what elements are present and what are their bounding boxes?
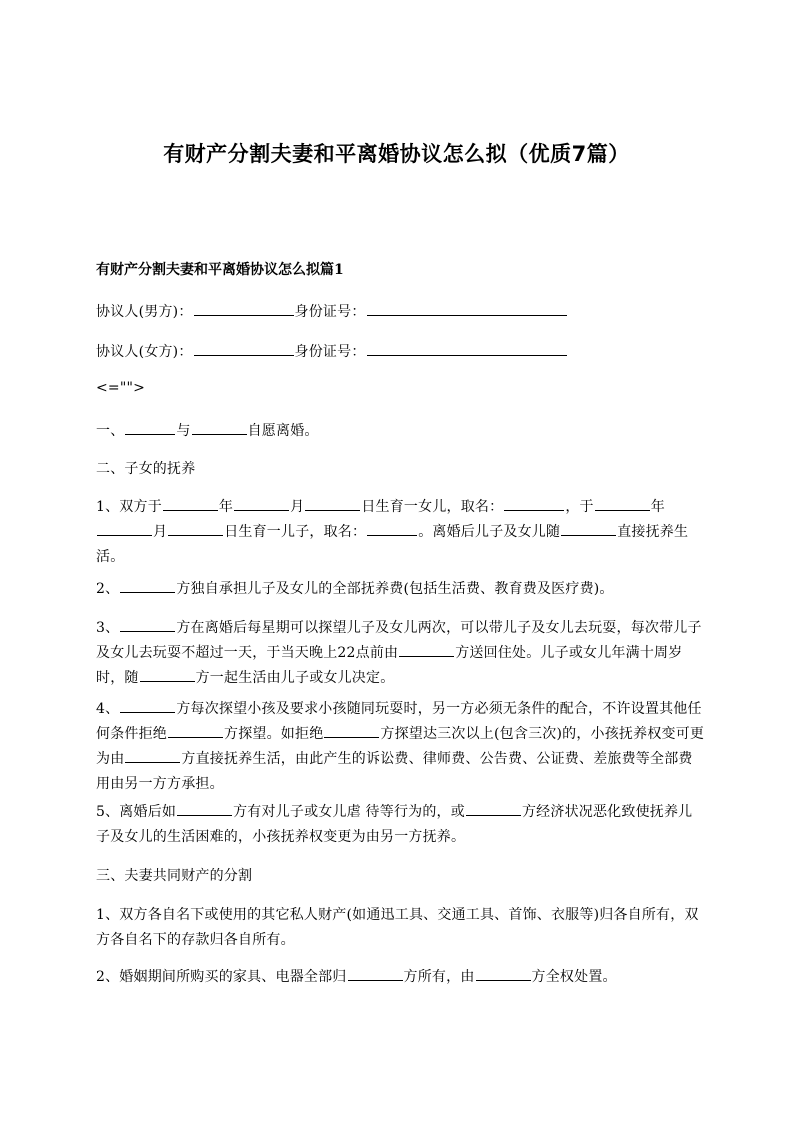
c4-b: 方每次探望小孩及要求小孩随同玩耍时，另一方必须无条件的配合，不许设置其他任何条件拒绝 <box>96 701 702 742</box>
child-clause-5 <box>96 800 706 850</box>
blank[interactable] <box>466 801 521 816</box>
party-male-line <box>96 300 706 325</box>
female-id-blank[interactable] <box>367 341 567 356</box>
blank[interactable] <box>168 723 223 738</box>
party-b-blank[interactable] <box>192 420 247 435</box>
blank[interactable] <box>97 521 152 536</box>
property-clause-1: 1、双方各自名下或使用的其它私人财产(如通迅工具、交通工具、首饰、衣服等)归各自所有，双方各自名下的存款归各自所有。 <box>96 907 699 948</box>
c4-e: 方直接抚养生活，由此产生的诉讼费、律师费、公告费、公证费、差旅费等全部费用由另一方方承担。 <box>96 751 693 792</box>
c1-j: 直接抚养生活。 <box>96 524 689 565</box>
placeholder-line: <=""> <box>96 380 146 396</box>
c1-h: 日生育一儿子，取名： <box>224 524 367 540</box>
blank[interactable] <box>595 496 650 511</box>
female-name-blank[interactable] <box>194 341 294 356</box>
d2-a: 2、婚姻期间所购买的家具、电器全部归 <box>96 969 347 985</box>
blank[interactable] <box>324 723 379 738</box>
male-id-blank[interactable] <box>367 301 567 316</box>
c1-c: 月 <box>290 499 305 515</box>
child-clause-2 <box>96 577 706 602</box>
child-clause-1 <box>96 495 706 570</box>
document-title: 有财产分割夫妻和平离婚协议怎么拟（优质7篇） <box>163 142 630 166</box>
d2-c: 方全权处置。 <box>531 969 617 985</box>
blank[interactable] <box>561 521 616 536</box>
party-female-line <box>96 340 706 365</box>
clause-1-mid: 与 <box>176 423 191 439</box>
blank[interactable] <box>140 667 195 682</box>
clause-1-suffix: 自愿离婚。 <box>247 423 319 439</box>
c2-a: 2、 <box>96 581 120 597</box>
blank[interactable] <box>476 966 531 981</box>
blank[interactable] <box>120 617 175 632</box>
child-clause-3 <box>96 616 706 691</box>
blank[interactable] <box>177 801 232 816</box>
blank[interactable] <box>163 496 218 511</box>
party-a-blank[interactable] <box>125 420 175 435</box>
section-2-heading: 二、子女的抚养 <box>96 461 196 477</box>
party-female-label: 协议人(女方)： <box>96 344 193 360</box>
c1-i: 。离婚后儿子及女儿随 <box>418 524 561 540</box>
c5-a: 5、离婚后如 <box>96 804 177 820</box>
section-title: 有财产分割夫妻和平离婚协议怎么拟篇1 <box>96 262 344 278</box>
clause-1 <box>96 419 706 444</box>
c1-f: 年 <box>650 499 665 515</box>
blank[interactable] <box>120 698 175 713</box>
c4-d: 方探望达三次以上(包含三次)的，小孩抚养权变可更为由 <box>96 726 705 767</box>
blank[interactable] <box>234 496 289 511</box>
c4-a: 4、 <box>96 701 120 717</box>
c3-a: 3、 <box>96 620 120 636</box>
c1-e: ，于 <box>565 499 594 515</box>
section-3-heading: 三、夫妻共同财产的分割 <box>96 868 253 884</box>
c3-d: 方一起生活由儿子或女儿决定。 <box>195 670 395 686</box>
party-male-label: 协议人(男方)： <box>96 304 193 320</box>
c1-d: 日生育一女儿，取名： <box>361 499 504 515</box>
d2-b: 方所有，由 <box>403 969 475 985</box>
c2-b: 方独自承担儿子及女儿的全部抚养费(包括生活费、教育费及医疗费)。 <box>176 581 614 597</box>
male-id-label: 身份证号： <box>294 304 366 320</box>
blank[interactable] <box>120 578 175 593</box>
female-id-label: 身份证号： <box>294 344 366 360</box>
c5-b: 方有对儿子或女儿虐 待等行为的，或 <box>233 804 465 820</box>
blank[interactable] <box>168 521 223 536</box>
child-clause-4 <box>96 697 706 797</box>
blank[interactable] <box>348 966 403 981</box>
c1-b: 年 <box>218 499 234 515</box>
blank[interactable] <box>125 748 180 763</box>
clause-1-prefix: 一、 <box>96 423 125 439</box>
blank[interactable] <box>399 642 454 657</box>
c3-b: 方在离婚后每星期可以探望儿子及女儿两次，可以带儿子及女儿去玩耍，每次带儿子及女儿去玩耍不超过一天，于当天晚上22点前由 <box>96 620 702 661</box>
property-clause-2 <box>96 965 706 990</box>
c3-c: 方送回住处。儿子或女儿年满十周岁时，随 <box>96 645 683 686</box>
c1-a: 1、双方于 <box>96 499 162 515</box>
c4-c: 方探望。如拒绝 <box>224 726 324 742</box>
c5-c: 方经济状况恶化致使抚养儿子及女儿的生活困难的，小孩抚养权变更为由另一方抚养。 <box>96 804 693 845</box>
blank[interactable] <box>367 521 417 536</box>
blank[interactable] <box>305 496 360 511</box>
c1-g: 月 <box>153 524 168 540</box>
male-name-blank[interactable] <box>194 301 294 316</box>
blank[interactable] <box>504 496 564 511</box>
